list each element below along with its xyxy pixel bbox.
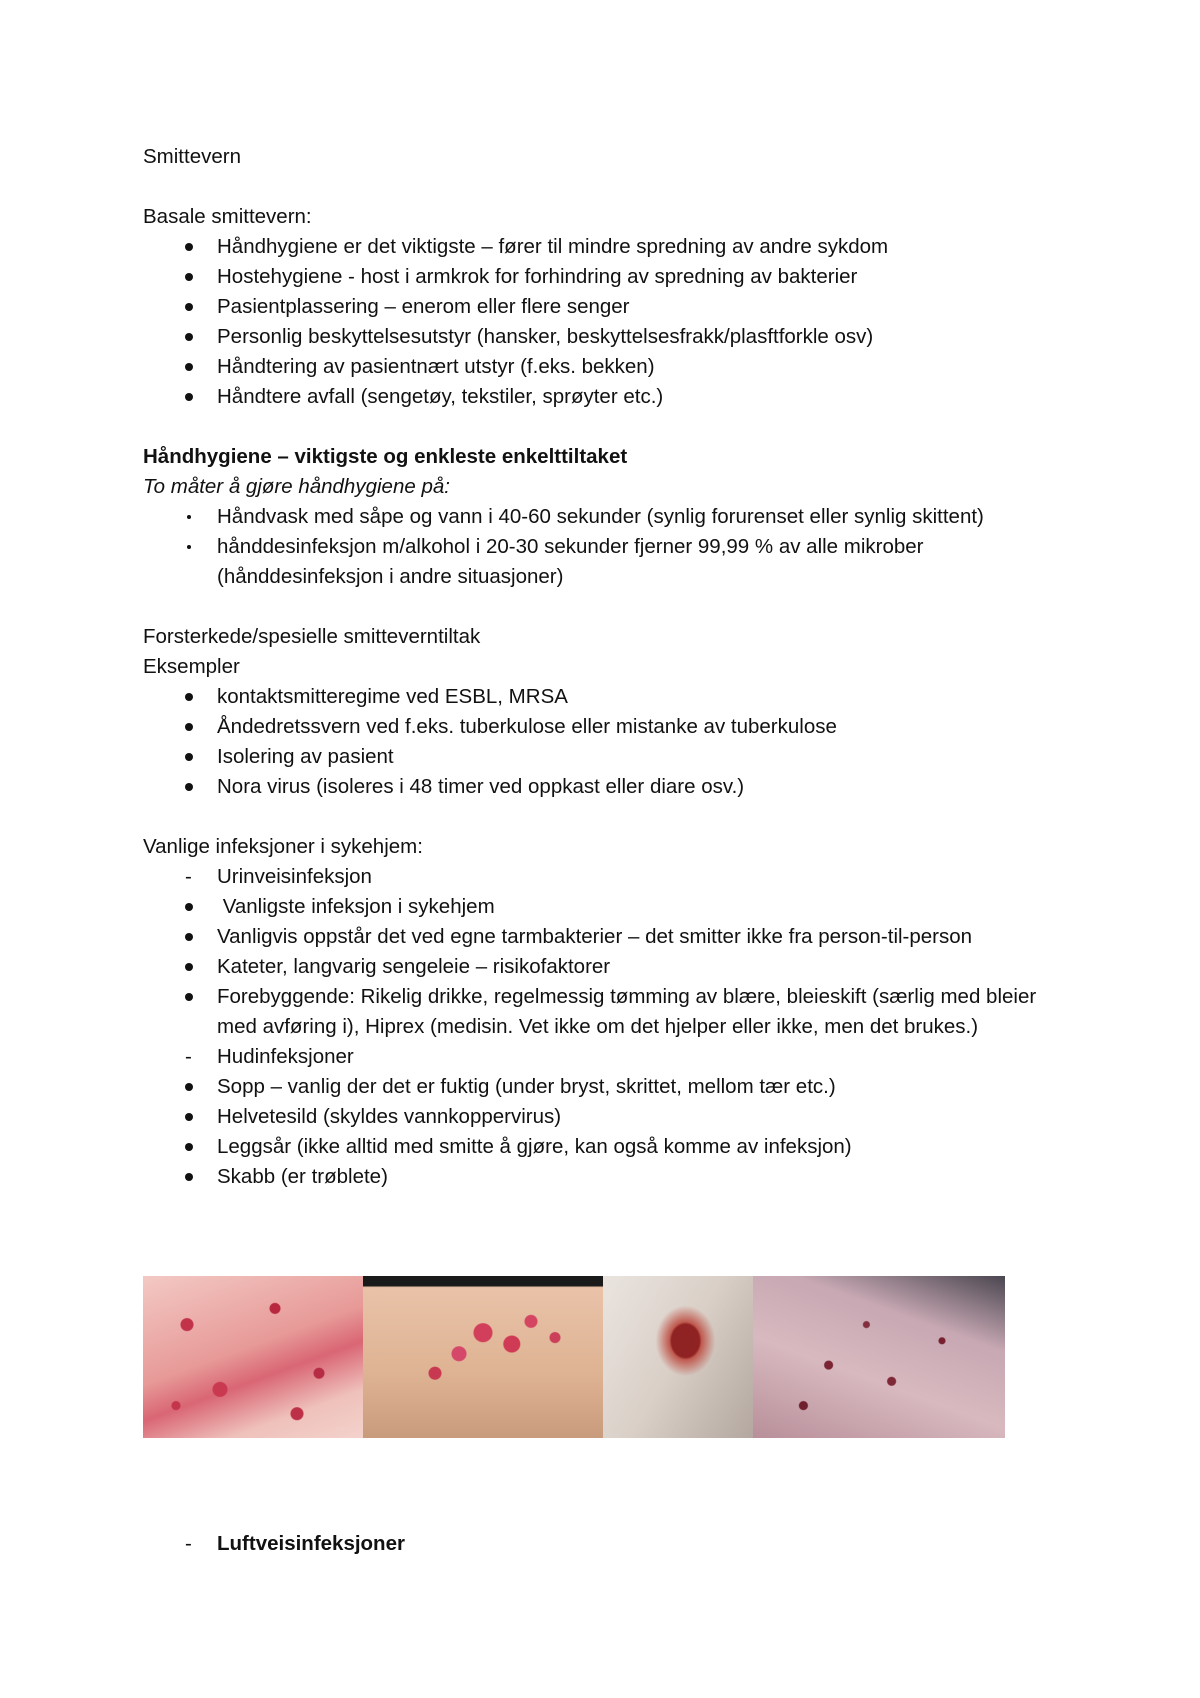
vanlige-list — [143, 862, 1063, 1192]
handhygiene-subheading: To måter å gjøre håndhygiene på: — [143, 475, 450, 498]
list-item: Håndvask med såpe og vann i 40-60 sekunder (synlig forurenset eller synlig skittent) — [143, 502, 1063, 532]
basale-list — [143, 232, 1063, 412]
list-item: Forebyggende: Rikelig drikke, regelmessig tømming av blære, bleieskift (særlig med bleier med avføring i), Hiprex (medisin. Vet ikke om det hjelper eller ikke, men det brukes.) — [143, 982, 1063, 1042]
shingles-photo — [363, 1276, 603, 1438]
forsterkede-subheading: Eksempler — [143, 655, 240, 678]
skin-infection-photos — [143, 1276, 1005, 1438]
list-item: Helvetesild (skyldes vannkoppervirus) — [143, 1102, 1063, 1132]
luftveis-label: - Luftveisinfeksjoner — [143, 1529, 1043, 1559]
document-page — [143, 142, 1063, 1192]
list-item: Leggsår (ikke alltid med smitte å gjøre, kan også komme av infeksjon) — [143, 1132, 1063, 1162]
handhygiene-list — [143, 502, 1063, 592]
forsterkede-heading: Forsterkede/spesielle smitteverntiltak — [143, 625, 481, 648]
list-item: Håndhygiene er det viktigste – fører til mindre spredning av andre sykdom — [143, 232, 1063, 262]
scabies-photo — [753, 1276, 1005, 1438]
list-item: kontaktsmitteregime ved ESBL, MRSA — [143, 682, 1063, 712]
rash-photo — [143, 1276, 363, 1438]
urin-label: - Urinveisinfeksjon — [143, 862, 1063, 892]
list-item: Skabb (er trøblete) — [143, 1162, 1063, 1192]
list-item: Vanligvis oppstår det ved egne tarmbakterier – det smitter ikke fra person-til-person — [143, 922, 1063, 952]
list-item: hånddesinfeksjon m/alkohol i 20-30 sekunder fjerner 99,99 % av alle mikrober (hånddesinfeksjon i andre situasjoner) — [143, 532, 1063, 592]
luftveis-section — [143, 1529, 1043, 1559]
list-item: Åndedretssvern ved f.eks. tuberkulose eller mistanke av tuberkulose — [143, 712, 1063, 742]
list-item: Isolering av pasient — [143, 742, 1063, 772]
list-item: Pasientplassering – enerom eller flere senger — [143, 292, 1063, 322]
list-item: Sopp – vanlig der det er fuktig (under bryst, skrittet, mellom tær etc.) — [143, 1072, 1063, 1102]
list-item: Nora virus (isoleres i 48 timer ved oppkast eller diare osv.) — [143, 772, 1063, 802]
list-item: Personlig beskyttelsesutstyr (hansker, beskyttelsesfrakk/plasftforkle osv) — [143, 322, 1063, 352]
hud-label: - Hudinfeksjoner — [143, 1042, 1063, 1072]
list-item: Kateter, langvarig sengeleie – risikofaktorer — [143, 952, 1063, 982]
list-item: Vanligste infeksjon i sykehjem — [143, 892, 1063, 922]
list-item: Hostehygiene - host i armkrok for forhindring av spredning av bakterier — [143, 262, 1063, 292]
list-item: Håndtering av pasientnært utstyr (f.eks. bekken) — [143, 352, 1063, 382]
leg-ulcer-photo — [603, 1276, 753, 1438]
vanlige-heading: Vanlige infeksjoner i sykehjem: — [143, 835, 423, 858]
basale-heading: Basale smittevern: — [143, 205, 312, 228]
handhygiene-heading: Håndhygiene – viktigste og enkleste enkelttiltaket — [143, 445, 628, 468]
forsterkede-list — [143, 682, 1063, 802]
list-item: Håndtere avfall (sengetøy, tekstiler, sprøyter etc.) — [143, 382, 1063, 412]
document-title: Smittevern — [143, 145, 241, 168]
